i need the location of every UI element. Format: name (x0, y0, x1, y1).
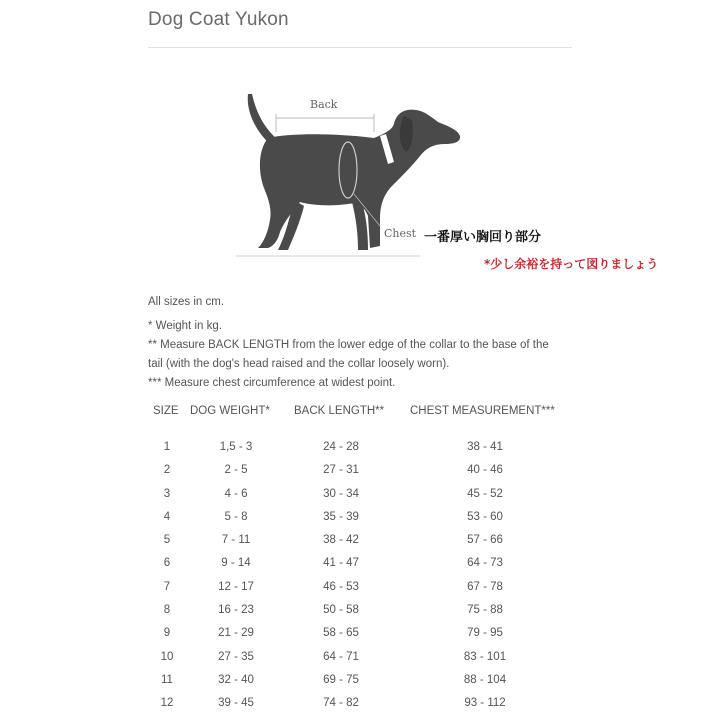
cell-back-length: 64 - 71 (323, 650, 359, 663)
units-note: All sizes in cm. (148, 296, 225, 308)
title-divider (148, 47, 572, 48)
cell-chest-measurement: 57 - 66 (467, 534, 503, 547)
cell-dog-weight: 21 - 29 (218, 627, 254, 640)
page-title: Dog Coat Yukon (148, 9, 289, 30)
cell-size: 3 (163, 487, 171, 500)
cell-chest-measurement: 64 - 73 (467, 557, 503, 570)
cell-dog-weight: 27 - 35 (218, 650, 254, 663)
cell-size: 8 (163, 604, 171, 617)
cell-back-length: 27 - 31 (323, 464, 359, 477)
cell-size: 4 (163, 510, 171, 523)
cell-dog-weight: 4 - 6 (224, 487, 248, 500)
header-size: SIZE (153, 405, 179, 417)
cell-size: 10 (160, 650, 174, 663)
cell-dog-weight: 1,5 - 3 (219, 441, 253, 453)
cell-chest-measurement: 67 - 78 (467, 580, 503, 593)
cell-back-length: 69 - 75 (323, 673, 359, 686)
chest-note-jp: 一番厚い胸回り部分 (424, 230, 542, 245)
cell-size: 2 (163, 464, 171, 477)
cell-chest-measurement: 83 - 101 (463, 650, 507, 663)
cell-back-length: 38 - 42 (323, 534, 359, 547)
cell-size: 9 (163, 627, 171, 640)
header-back-length: BACK LENGTH** (294, 405, 385, 417)
cell-dog-weight: 39 - 45 (218, 697, 254, 710)
cell-size: 7 (163, 580, 171, 593)
cell-size: 12 (160, 697, 174, 710)
cell-back-length: 41 - 47 (323, 557, 359, 570)
header-chest-measurement: CHEST MEASUREMENT*** (410, 405, 555, 417)
cell-dog-weight: 9 - 14 (221, 557, 251, 570)
header-dog-weight: DOG WEIGHT* (190, 405, 270, 417)
cell-size: 6 (163, 557, 171, 570)
cell-chest-measurement: 53 - 60 (467, 510, 503, 523)
cell-chest-measurement: 40 - 46 (467, 464, 503, 477)
cell-chest-measurement: 45 - 52 (467, 487, 503, 500)
cell-dog-weight: 12 - 17 (218, 580, 254, 593)
cell-back-length: 58 - 65 (323, 627, 359, 640)
cell-size: 5 (163, 534, 171, 547)
cell-dog-weight: 2 - 5 (224, 464, 248, 477)
cell-chest-measurement: 88 - 104 (463, 673, 507, 686)
cell-dog-weight: 7 - 11 (221, 534, 251, 547)
cell-dog-weight: 32 - 40 (218, 673, 254, 686)
cell-chest-measurement: 38 - 41 (467, 441, 503, 453)
cell-chest-measurement: 93 - 112 (464, 697, 506, 710)
cell-back-length: 50 - 58 (323, 604, 359, 617)
cell-back-length: 30 - 34 (323, 487, 359, 500)
cell-chest-measurement: 75 - 88 (467, 604, 503, 617)
cell-dog-weight: 16 - 23 (218, 604, 254, 617)
cell-back-length: 24 - 28 (323, 441, 359, 453)
cell-size: 11 (161, 673, 173, 686)
cell-back-length: 35 - 39 (323, 510, 359, 523)
chest-label: Chest (384, 227, 417, 240)
cell-chest-measurement: 79 - 95 (467, 627, 503, 640)
cell-dog-weight: 5 - 8 (224, 510, 248, 523)
measurement-notes: * Weight in kg. ** Measure BACK LENGTH from the lower edge of the collar to the base of the tail (with the dog's head raised and the collar loosely worn). *** Measure chest circumference at widest point. (148, 320, 549, 389)
cell-back-length: 74 - 82 (323, 697, 359, 710)
cell-back-length: 46 - 53 (323, 580, 359, 593)
back-label: Back (310, 98, 338, 111)
cell-size: 1 (163, 441, 171, 453)
measure-tip-jp: *少し余裕を持って図りましょう (484, 257, 659, 271)
